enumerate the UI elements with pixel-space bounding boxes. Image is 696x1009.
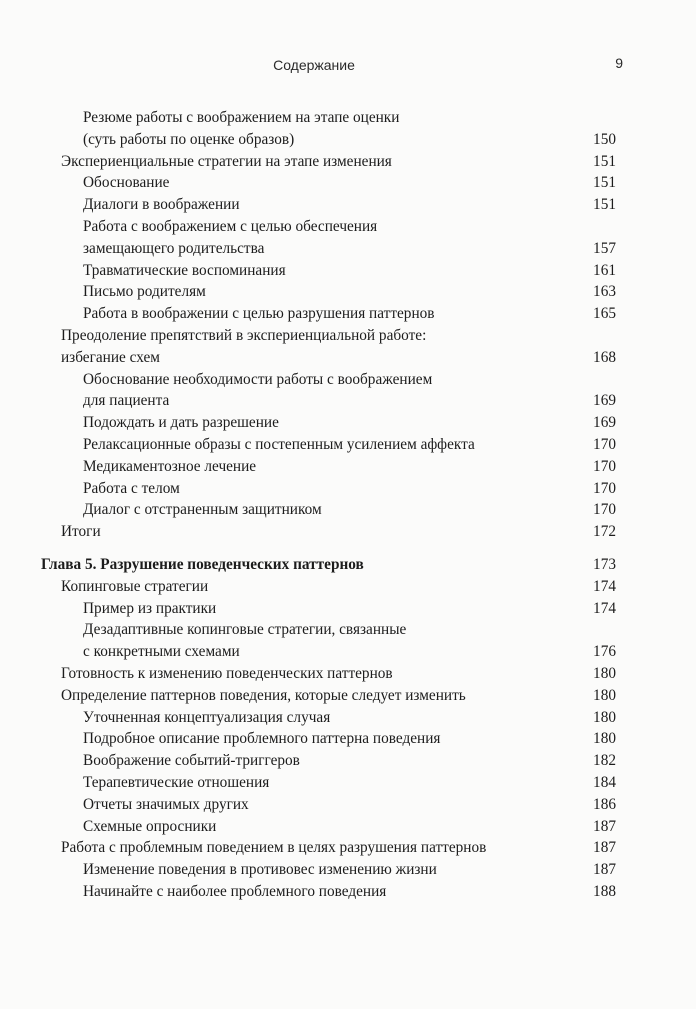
toc-entry-title: с конкретными схемами [83, 643, 240, 661]
toc-row [0, 107, 696, 129]
toc-entry-title: Работа в воображении с целью разрушения паттернов [83, 305, 435, 323]
toc-row [0, 478, 696, 500]
toc-row [0, 151, 696, 173]
toc-row [0, 129, 696, 151]
toc-row [0, 390, 696, 412]
toc-entry-title: Схемные опросники [83, 817, 217, 835]
toc-entry-page: 170 [593, 457, 616, 475]
toc-entry-title: Подробное описание проблемного паттерна поведения [83, 730, 441, 748]
toc-row [0, 750, 696, 772]
toc-entry-title: Изменение поведения в противовес изменению жизни [83, 861, 437, 879]
toc-row [0, 369, 696, 391]
toc-entry-page: 180 [593, 686, 616, 704]
toc-entry-page: 188 [593, 882, 616, 900]
toc-entry-title: Резюме работы с воображением на этапе оценки [83, 109, 400, 126]
toc-entry-title: Работа с воображением с целью обеспечения [83, 217, 378, 235]
toc-row [0, 434, 696, 456]
toc-entry-page: 169 [593, 392, 616, 410]
toc-row [0, 641, 696, 663]
toc-entry-page: 169 [593, 414, 616, 432]
toc-entry-title: Работа с телом [83, 479, 180, 497]
toc-row [0, 281, 696, 303]
toc-row [0, 325, 696, 347]
toc-entry-page: 174 [593, 577, 616, 595]
toc-row [0, 521, 696, 543]
toc-row [0, 456, 696, 478]
toc-row [0, 260, 696, 282]
toc-entry-page: 176 [593, 643, 616, 661]
toc-entry-title: Работа с проблемным поведением в целях разрушения паттернов [61, 839, 487, 857]
toc-chapter-title: Глава 5. Разрушение поведенческих паттернов [41, 555, 364, 573]
toc-entry-page: 184 [593, 773, 616, 791]
toc-entry-title: Определение паттернов поведения, которые следует изменить [61, 686, 466, 704]
toc-entry-title: (суть работы по оценке образов) [83, 130, 295, 148]
toc-chapter-row [0, 554, 696, 576]
toc-entry-title: Пример из практики [83, 599, 217, 617]
toc-entry-title: Релаксационные образы с постепенным усилением аффекта [83, 435, 475, 453]
toc-entry-title: Дезадаптивные копинговые стратегии, связанные [83, 621, 407, 639]
toc-entry-title: Копинговые стратегии [61, 577, 209, 595]
toc-entry-page: 170 [593, 435, 616, 453]
toc-entry-title: Итоги [61, 523, 101, 541]
toc-entry-title: Обоснование необходимости работы с воображением [83, 370, 433, 388]
toc-entry-title: Терапевтические отношения [83, 773, 270, 791]
page-number: 9 [615, 55, 623, 71]
toc-entry-page: 173 [593, 555, 616, 573]
toc-entry-page: 157 [593, 239, 616, 257]
toc-row [0, 881, 696, 903]
toc-row [0, 172, 696, 194]
toc-entry-page: 161 [593, 261, 616, 279]
toc-entry-page: 170 [593, 501, 616, 519]
toc-row [0, 412, 696, 434]
toc-entry-title: Начинайте с наиболее проблемного поведения [83, 882, 387, 900]
toc-entry-title: Письмо родителям [83, 283, 206, 301]
toc-entry-page: 180 [593, 664, 616, 682]
toc-row [0, 859, 696, 881]
toc-entry-page: 170 [593, 479, 616, 497]
toc-row [0, 303, 696, 325]
toc-entry-page: 174 [593, 599, 616, 617]
toc-entry-title: Отчеты значимых других [83, 795, 249, 813]
toc-entry-title: для пациента [83, 392, 170, 410]
toc-entry-page: 172 [593, 523, 616, 541]
toc-entry-page: 150 [593, 130, 616, 148]
toc-row [0, 794, 696, 816]
toc-entry-page: 187 [593, 817, 616, 835]
toc-entry-title: Диалог с отстраненным защитником [83, 501, 322, 519]
toc-row [0, 347, 696, 369]
toc-entry-page: 151 [593, 196, 616, 214]
toc-entry-page: 168 [593, 348, 616, 366]
toc-row [0, 816, 696, 838]
toc-row [0, 194, 696, 216]
toc-entry-page: 180 [593, 730, 616, 748]
toc-entry-page: 180 [593, 708, 616, 726]
toc-row [0, 576, 696, 598]
toc-entry-page: 165 [593, 305, 616, 323]
table-of-contents [0, 107, 696, 903]
toc-entry-page: 163 [593, 283, 616, 301]
toc-entry-page: 186 [593, 795, 616, 813]
toc-row [0, 728, 696, 750]
toc-entry-page: 151 [593, 152, 616, 170]
toc-row [0, 598, 696, 620]
toc-entry-title: Готовность к изменению поведенческих паттернов [61, 664, 393, 682]
toc-row [0, 619, 696, 641]
toc-entry-title: Уточненная концептуализация случая [83, 708, 331, 726]
toc-entry-title: замещающего родительства [83, 239, 265, 257]
toc-row [0, 499, 696, 521]
toc-entry-page: 187 [593, 839, 616, 857]
toc-entry-title: Преодоление препятствий в экспериенциальной работе: [61, 326, 427, 344]
toc-entry-title: Обоснование [83, 174, 170, 192]
toc-entry-title: Экспериенциальные стратегии на этапе изменения [61, 152, 392, 170]
toc-row [0, 685, 696, 707]
toc-entry-title: Диалоги в воображении [83, 196, 240, 214]
toc-row [0, 772, 696, 794]
toc-entry-page: 187 [593, 861, 616, 879]
toc-entry-page: 182 [593, 752, 616, 770]
toc-entry-title: избегание схем [61, 348, 160, 366]
toc-entry-title: Подождать и дать разрешение [83, 414, 279, 432]
toc-row [0, 663, 696, 685]
toc-entry-title: Травматические воспоминания [83, 261, 286, 279]
toc-row [0, 238, 696, 260]
toc-entry-title: Воображение событий-триггеров [83, 752, 300, 770]
toc-entry-title: Медикаментозное лечение [83, 457, 257, 475]
toc-row [0, 216, 696, 238]
running-header-title: Содержание [273, 57, 355, 73]
toc-row [0, 707, 696, 729]
toc-row [0, 837, 696, 859]
toc-entry-page: 151 [593, 174, 616, 192]
